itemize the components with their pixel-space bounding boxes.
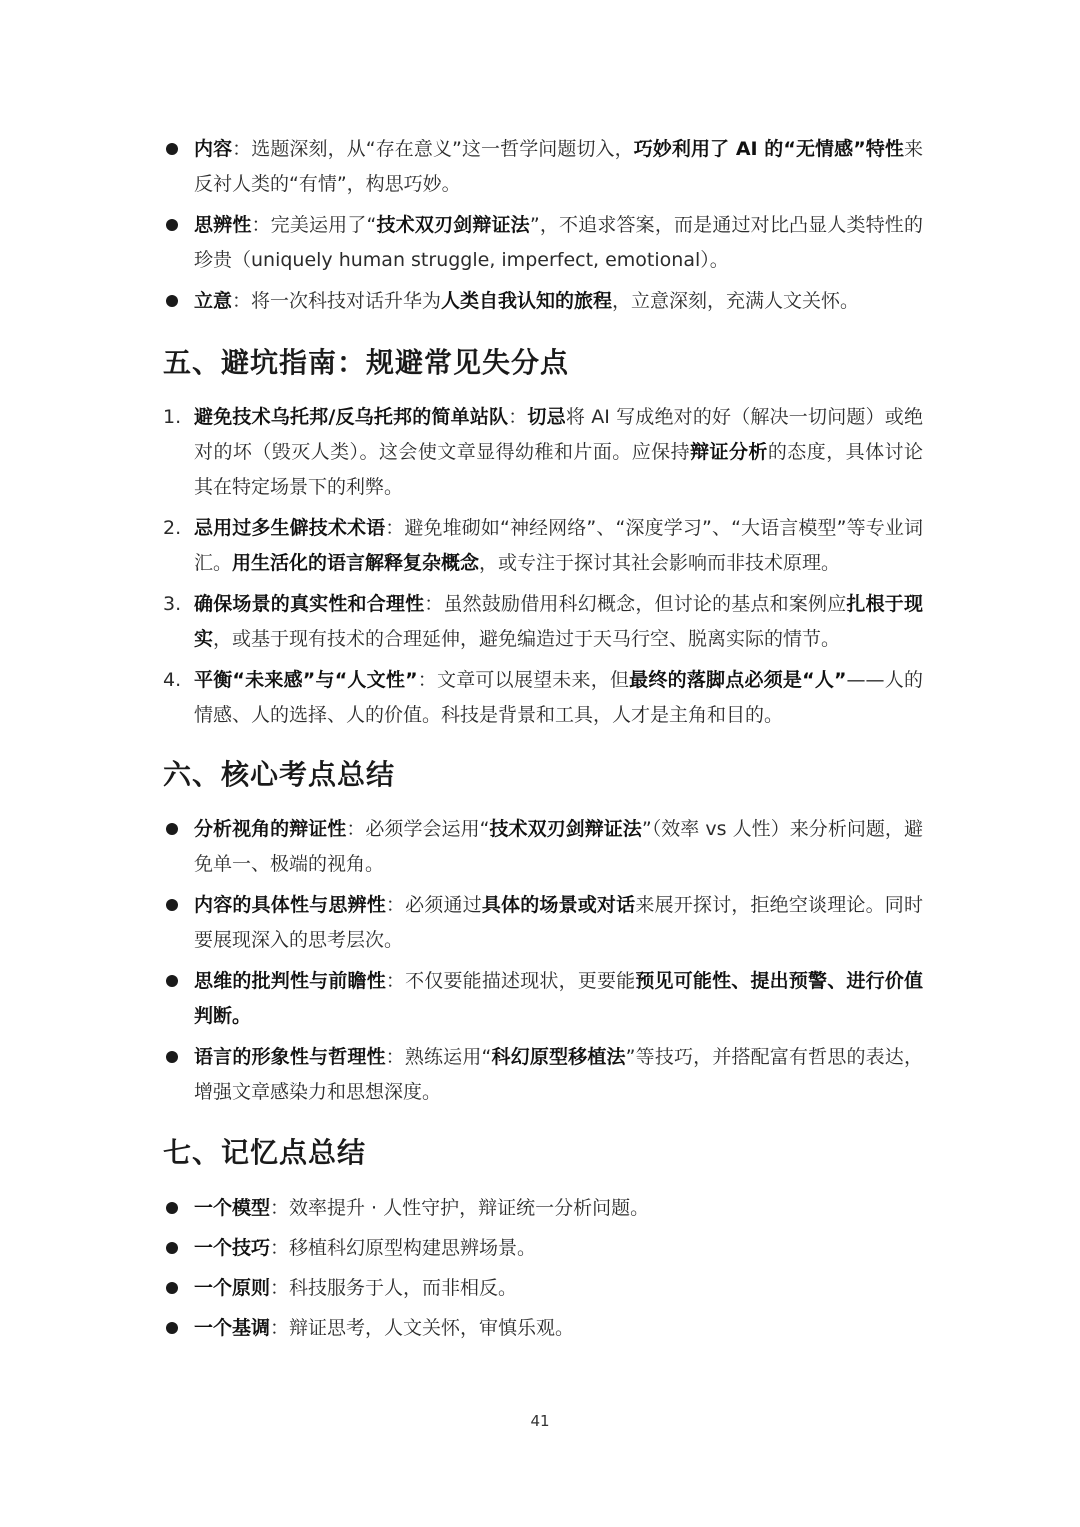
emphasis-text: 最终的落脚点必须是“人” (629, 669, 847, 691)
body-text: ：文章可以展望未来，但 (417, 669, 630, 691)
list-item (163, 1040, 923, 1110)
emphasis-text: 立意 (194, 290, 233, 312)
section6-list (163, 812, 923, 1110)
emphasis-text: 辩证分析 (690, 441, 768, 463)
emphasis-text: 一个原则 (194, 1277, 271, 1299)
bullet-icon (166, 143, 178, 155)
body-text: ，或基于现有技术的合理延伸，避免编造过于天马行空、脱离实际的情节。 (213, 628, 841, 650)
emphasis-text: 一个技巧 (194, 1237, 271, 1259)
bullet-icon (166, 899, 178, 911)
section5-heading: 五、避坑指南：规避常见失分点 (163, 346, 570, 379)
body-text: ：熟练运用“ (385, 1046, 492, 1068)
body-text: ：将一次科技对话升华为 (232, 290, 442, 312)
emphasis-text: 语言的形象性与哲理性 (194, 1046, 386, 1068)
body-text: ，或专注于探讨其社会影响而非技术原理。 (479, 552, 841, 574)
body-text: ：科技服务于人，而非相反。 (270, 1277, 518, 1299)
emphasis-text: 分析视角的辩证性 (194, 818, 347, 840)
emphasis-text: 内容 (194, 138, 233, 160)
emphasis-text: 技术双刃剑辩证法 (489, 818, 642, 840)
bullet-icon (166, 1051, 178, 1063)
body-text: ”，不追求答案，而是通过对比凸显人类特性的珍贵（uniquely human struggle, imperfect, emotional）。 (194, 214, 923, 271)
body-text: 的态度，具体讨论其在特定场景下的利弊。 (194, 441, 923, 498)
section5-list (163, 400, 923, 733)
emphasis-text: 一个基调 (194, 1317, 271, 1339)
list-item (163, 1191, 923, 1226)
body-text: 来展开探讨，拒绝空谈理论。同时要展现深入的思考层次。 (194, 894, 923, 951)
emphasis-text: 人类自我认知的旅程 (441, 290, 613, 312)
list-item (163, 587, 923, 657)
list-item (163, 208, 923, 278)
emphasis-text: 具体的场景或对话 (481, 894, 636, 916)
emphasis-text: 思维的批判性与前瞻性 (194, 970, 386, 992)
body-text: ”（效率 vs 人性）来分析问题，避免单一、极端的视角。 (194, 818, 923, 875)
section4-list (163, 132, 923, 319)
list-item (163, 511, 923, 581)
list-number: 3. (163, 593, 182, 615)
section7-heading: 七、记忆点总结 (163, 1136, 367, 1169)
list-number: 1. (163, 406, 182, 428)
list-item (163, 284, 923, 319)
bullet-icon (166, 1242, 178, 1254)
list-item (163, 812, 923, 882)
emphasis-text: 扎根于现实 (194, 593, 923, 650)
body-text: ：不仅要能描述现状，更要能 (385, 970, 636, 992)
list-item (163, 964, 923, 1034)
bullet-icon (166, 1322, 178, 1334)
emphasis-text: 技术双刃剑辩证法 (376, 214, 530, 236)
body-text: ：选题深刻，从“存在意义”这一哲学问题切入， (232, 138, 634, 160)
list-item (163, 1311, 923, 1346)
emphasis-text: 一个模型 (194, 1197, 271, 1219)
emphasis-text: 科幻原型移植法 (491, 1046, 626, 1068)
emphasis-text: 忌用过多生僻技术术语 (194, 517, 386, 539)
emphasis-text: 切忌 (527, 406, 566, 428)
list-item (163, 1271, 923, 1306)
body-text: ：避免堆砌如“神经网络”、“深度学习”、“大语言模型”等专业词汇。 (194, 517, 923, 574)
list-item (163, 663, 923, 733)
emphasis-text: 巧妙利用了 AI 的“无情感”特性 (633, 138, 904, 160)
emphasis-text: 预见可能性、提出预警、进行价值判断。 (194, 970, 923, 1027)
bullet-icon (166, 295, 178, 307)
body-text: 来反衬人类的“有情”，构思巧妙。 (194, 138, 923, 195)
page-number: 41 (530, 1412, 550, 1430)
list-item (163, 888, 923, 958)
bullet-icon (166, 975, 178, 987)
body-text: ：辩证思考，人文关怀，审慎乐观。 (270, 1317, 575, 1339)
list-item (163, 1231, 923, 1266)
body-text: ——人的情感、人的选择、人的价值。科技是背景和工具，人才是主角和目的。 (194, 669, 923, 726)
emphasis-text: 避免技术乌托邦/反乌托邦的简单站队 (194, 406, 509, 428)
body-text: ： (508, 406, 528, 428)
body-text: ：效率提升 · 人性守护，辩证统一分析问题。 (270, 1197, 650, 1219)
body-text: ：必须通过 (385, 894, 482, 916)
list-item (163, 400, 923, 505)
body-text: 将 AI 写成绝对的好（解决一切问题）或绝对的坏（毁灭人类）。这会使文章显得幼稚和片面。应保持 (194, 406, 923, 463)
body-text: ，立意深刻，充满人文关怀。 (612, 290, 860, 312)
list-item (163, 132, 923, 202)
list-number: 4. (163, 669, 182, 691)
bullet-icon (166, 1282, 178, 1294)
emphasis-text: 内容的具体性与思辨性 (194, 894, 386, 916)
bullet-icon (166, 1202, 178, 1214)
emphasis-text: 确保场景的真实性和合理性 (194, 593, 425, 615)
section6-heading: 六、核心考点总结 (163, 758, 396, 791)
body-text: ：虽然鼓励借用科幻概念，但讨论的基点和案例应 (424, 593, 847, 615)
body-text: ：完美运用了“ (251, 214, 377, 236)
body-text: ：必须学会运用“ (346, 818, 490, 840)
body-text: ”等技巧，并搭配富有哲思的表达，增强文章感染力和思想深度。 (194, 1046, 923, 1103)
bullet-icon (166, 823, 178, 835)
body-text: ：移植科幻原型构建思辨场景。 (270, 1237, 537, 1259)
emphasis-text: 用生活化的语言解释复杂概念 (232, 552, 480, 574)
section7-list (163, 1191, 923, 1346)
list-number: 2. (163, 517, 182, 539)
emphasis-text: 思辨性 (194, 214, 252, 236)
emphasis-text: 平衡“未来感”与“人文性” (194, 669, 418, 691)
bullet-icon (166, 219, 178, 231)
